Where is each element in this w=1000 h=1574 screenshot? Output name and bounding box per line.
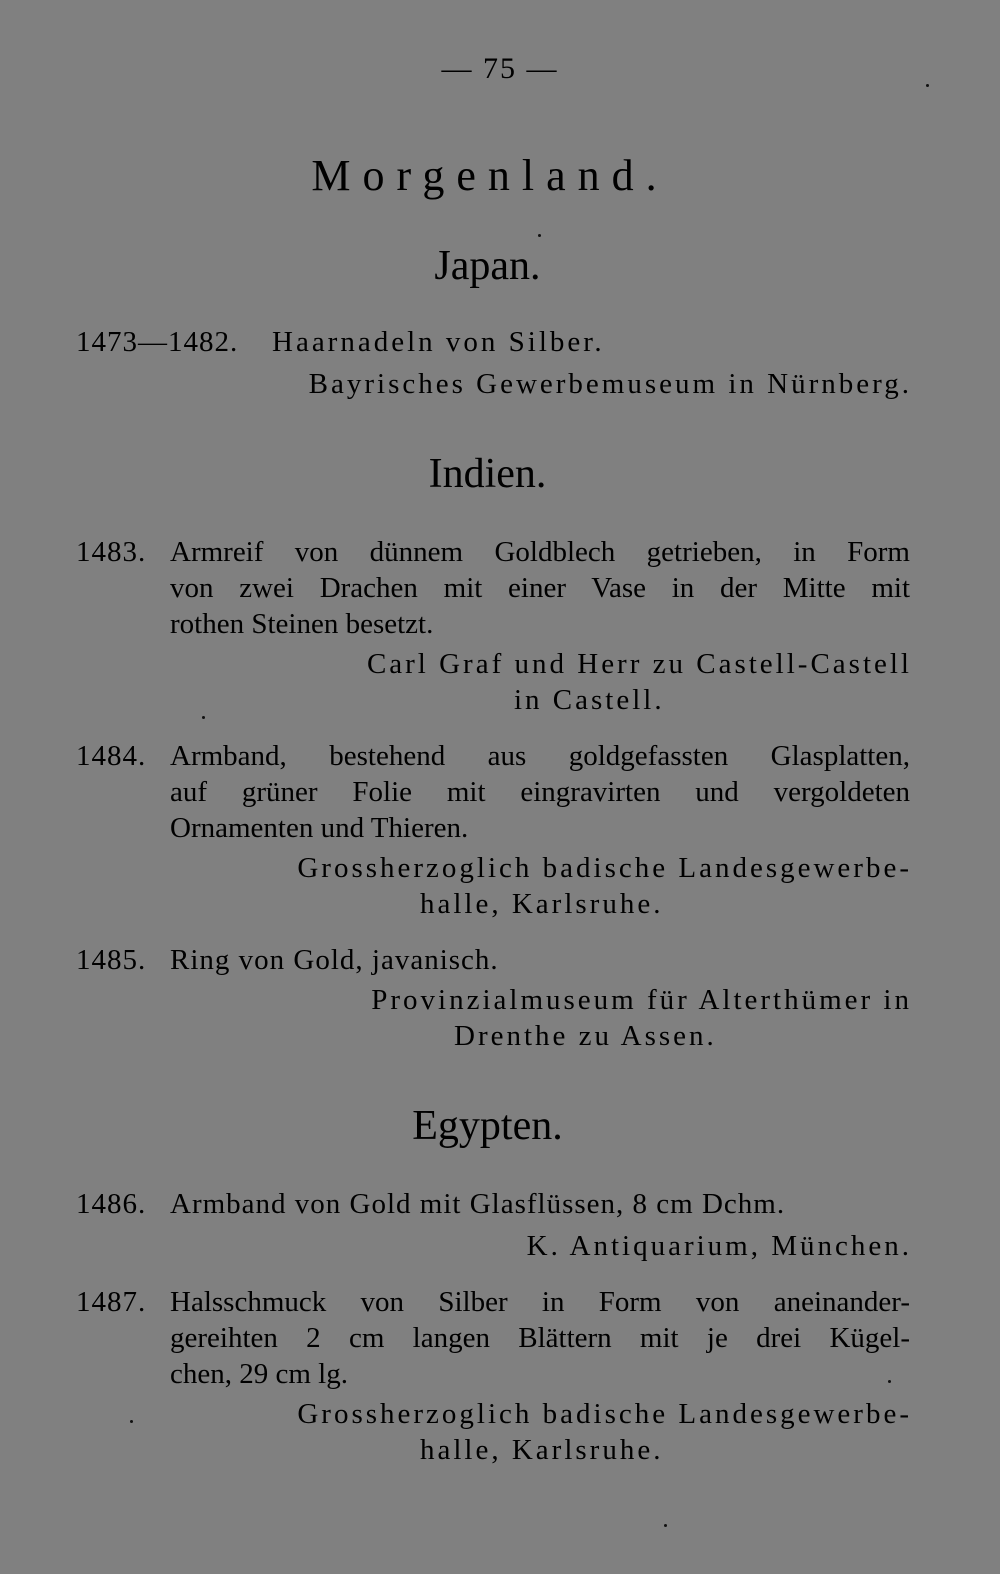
entry-owner: Grossherzoglich badische Landesgewerbe- [297,1398,912,1430]
section-heading-indien: Indien. [428,451,547,497]
entry-description: Ring von Gold, javanisch. [170,944,499,976]
entry-number: 1484. [76,740,147,772]
page-number: — 75 — [441,52,559,85]
entry-description: chen, 29 cm lg. [170,1358,348,1390]
entry-owner: Grossherzoglich badische Landesgewerbe- [297,852,912,884]
entry-description: Armband von Gold mit Glasflüssen, 8 cm Dchm. [170,1188,786,1220]
entry-owner: in Castell. [514,684,665,716]
entry-owner: Carl Graf und Herr zu Castell-Castell [366,648,912,680]
scan-speck [130,1420,133,1423]
entry-owner: Drenthe zu Assen. [454,1020,717,1052]
scan-speck [664,1524,667,1527]
entry-owner: K. Antiquarium, München. [526,1230,912,1262]
scan-speck [202,716,205,719]
section-heading-egypten: Egypten. [412,1103,563,1149]
entry-number: 1485. [76,944,147,976]
entry-description: rothen Steinen besetzt. [170,608,434,640]
entry-owner: Provinzialmuseum für Alterthümer in [371,984,912,1016]
page-title: Morgenland. [311,151,669,200]
entry-description: Halsschmuck von Silber in Form von aneinander- [170,1286,910,1318]
entry-owner: Bayrisches Gewerbemuseum in Nürnberg. [308,368,912,400]
entry-description: gereihten 2 cm langen Blättern mit je drei Kügel- [170,1322,910,1354]
entry-number: 1483. [76,536,147,568]
section-heading-japan: Japan. [434,243,541,289]
entry-number: 1487. [76,1286,147,1318]
entry-number: 1473—1482. [76,326,239,358]
entry-number: 1486. [76,1188,147,1220]
scan-speck [926,84,929,87]
entry-description: Ornamenten und Thieren. [170,812,469,844]
entry-description: Armband, bestehend aus goldgefassten Glasplatten, [170,740,910,772]
entry-description: Armreif von dünnem Goldblech getrieben, in Form [170,536,910,568]
entry-description: auf grüner Folie mit eingravirten und vergoldeten [170,776,910,808]
scan-speck [538,234,541,237]
entry-description: von zwei Drachen mit einer Vase in der Mitte mit [170,572,910,604]
scan-speck [888,1380,891,1383]
entry-owner: halle, Karlsruhe. [420,1434,664,1466]
entry-description: Haarnadeln von Silber. [272,326,605,358]
entry-owner: halle, Karlsruhe. [420,888,664,920]
